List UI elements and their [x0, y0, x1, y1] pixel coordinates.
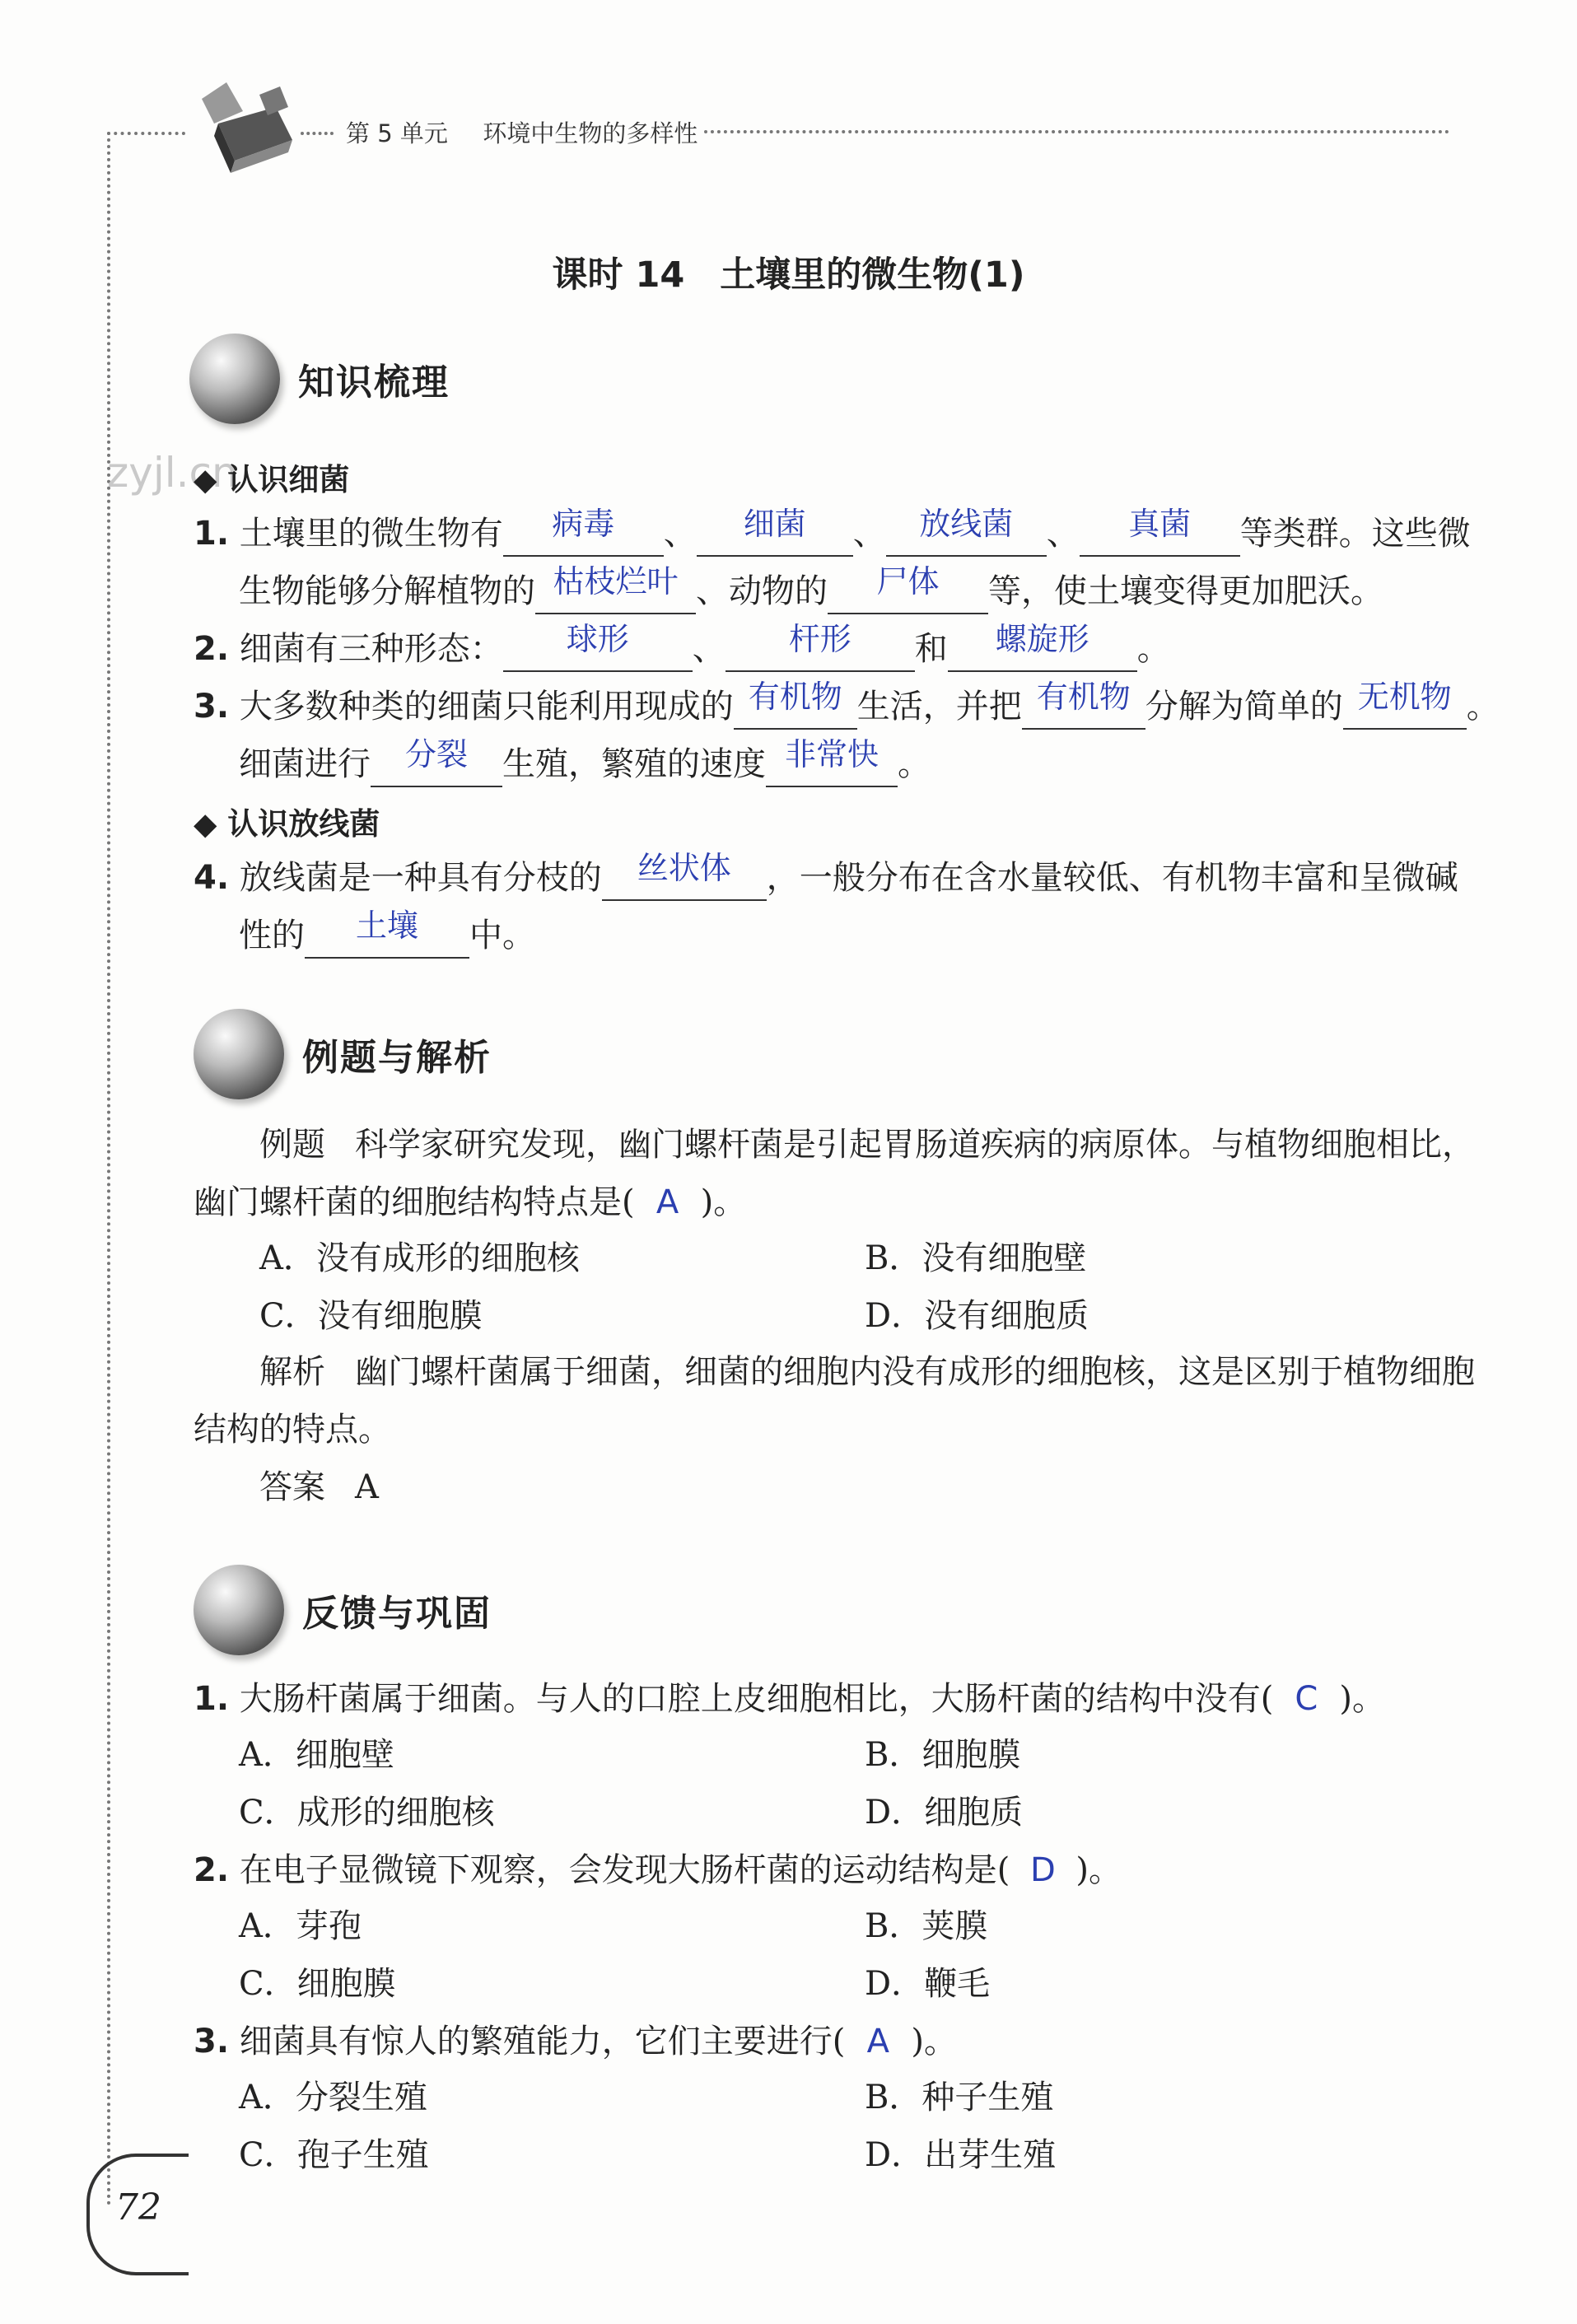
answer-blank	[734, 677, 857, 730]
header-logo-icon	[185, 74, 301, 181]
text: 生物能够分解植物的	[239, 572, 535, 610]
question-number: 3.	[194, 2023, 230, 2060]
analysis-line1	[259, 1349, 1475, 1395]
example-line1	[259, 1122, 1475, 1168]
text: 和	[914, 630, 948, 668]
answer: 尸体	[876, 563, 940, 600]
answer: 非常快	[784, 736, 879, 772]
header-dotted-right	[704, 130, 1449, 133]
text: 、	[692, 630, 726, 668]
question-number: 4.	[194, 859, 230, 897]
answer-blank	[1343, 677, 1467, 730]
answer-blank	[535, 562, 696, 614]
text: 、	[1046, 515, 1080, 553]
text: 细菌具有惊人的繁殖能力，它们主要进行(	[239, 2023, 846, 2060]
knowledge-q1-line1	[194, 504, 1471, 557]
answer-blank	[305, 906, 469, 959]
example-option-b: B．没有细胞壁	[865, 1239, 1087, 1277]
text: 性的	[239, 917, 305, 954]
answer-blank	[726, 619, 915, 672]
text: 分解为简单的	[1145, 688, 1343, 726]
unit-label: 第 5 单元	[346, 119, 448, 147]
feedback-q1-option-c: C．成形的细胞核	[239, 1794, 495, 1832]
answer-blank	[948, 619, 1137, 672]
section-title: 例题与解析	[302, 1037, 492, 1079]
example-option-c: C．没有细胞膜	[259, 1297, 483, 1335]
analysis-line2: 结构的特点。	[194, 1411, 391, 1449]
feedback-q3-option-d: D．出芽生殖	[865, 2136, 1057, 2174]
example-option-d: D．没有细胞质	[865, 1297, 1089, 1335]
answer: 病毒	[552, 506, 615, 542]
header-dotted-mid	[301, 132, 334, 135]
feedback-q2-option-a: A．芽孢	[239, 1907, 362, 1945]
answer: 螺旋形	[995, 621, 1089, 657]
globe-icon	[189, 334, 280, 424]
answer-blank	[602, 848, 767, 901]
answer-blank	[697, 504, 853, 557]
answer: 放线菌	[919, 506, 1014, 542]
answer: C	[1295, 1680, 1318, 1718]
feedback-q3-option-c: C．孢子生殖	[239, 2136, 429, 2174]
text: 幽门螺杆菌的细胞结构特点是(	[194, 1183, 635, 1221]
text: 生活，并把	[856, 688, 1022, 726]
answer-blank	[1022, 677, 1145, 730]
example-line2	[194, 1179, 746, 1225]
answer-blank	[503, 504, 664, 557]
answer: 枯枝烂叶	[553, 563, 679, 600]
feedback-q2-option-c: C．细胞膜	[239, 1965, 396, 2003]
text: 、	[852, 515, 886, 553]
subheading-actinomycetes: ◆ 认识放线菌	[194, 806, 380, 842]
answer-blank	[828, 562, 988, 614]
answer: A	[656, 1183, 679, 1221]
answer: 真菌	[1128, 506, 1192, 542]
feedback-q3	[194, 2018, 957, 2065]
header-dotted-left	[107, 132, 185, 135]
feedback-q3-option-a: A．分裂生殖	[239, 2079, 427, 2116]
text: 大肠杆菌属于细菌。与人的口腔上皮细胞相比，大肠杆菌的结构中没有(	[239, 1680, 1274, 1718]
answer: 土壤	[355, 908, 418, 944]
text: 。	[898, 745, 931, 783]
feedback-section-header	[194, 1565, 492, 1655]
question-number: 3.	[194, 688, 230, 726]
text: 等，使土壤变得更加肥沃。	[988, 572, 1383, 610]
question-number: 2.	[194, 630, 230, 668]
page-left-dotted-border	[107, 132, 110, 2207]
text: )。	[1075, 1851, 1122, 1889]
unit-title: 环境中生物的多样性	[483, 119, 698, 147]
text: 大多数种类的细菌只能利用现成的	[239, 688, 734, 726]
feedback-q2-option-b: B．荚膜	[865, 1907, 988, 1945]
example-label: 例题	[259, 1126, 325, 1164]
section-title: 知识梳理	[298, 362, 450, 404]
answer: 丝状体	[637, 850, 731, 886]
knowledge-q3-line2	[239, 735, 931, 787]
text: 中。	[469, 917, 535, 954]
text: 细菌有三种形态：	[239, 630, 503, 668]
feedback-q1-option-b: B．细胞膜	[865, 1736, 1021, 1774]
knowledge-q1-line2	[239, 562, 1383, 614]
text: 在电子显微镜下观察，会发现大肠杆菌的运动结构是(	[239, 1851, 1010, 1889]
globe-icon	[194, 1009, 284, 1099]
feedback-q3-option-b: B．种子生殖	[865, 2079, 1054, 2116]
globe-icon	[194, 1565, 284, 1655]
feedback-q2	[194, 1847, 1122, 1893]
text: )。	[1339, 1680, 1385, 1718]
analysis-label: 解析	[259, 1353, 325, 1391]
knowledge-q4-line2	[239, 906, 535, 959]
text: 放线菌是一种具有分枝的	[239, 859, 602, 897]
knowledge-section-header	[189, 334, 450, 424]
lesson-title: 课时 14 土壤里的微生物(1)	[552, 254, 1025, 296]
text: 、动物的	[696, 572, 828, 610]
text: )。	[700, 1183, 747, 1221]
answer-line	[259, 1464, 379, 1510]
knowledge-q3-line1	[194, 677, 1500, 730]
text: ，一般分布在含水量较低、有机物丰富和呈微碱	[766, 859, 1458, 897]
answer-label: 答案	[259, 1468, 325, 1506]
answer-value: A	[355, 1468, 379, 1506]
subheading-bacteria: ◆ 认识细菌	[194, 462, 350, 497]
example-section-header	[194, 1009, 492, 1099]
feedback-q2-option-d: D．鞭毛	[865, 1965, 991, 2003]
text: 。	[1136, 630, 1170, 668]
section-title: 反馈与巩固	[302, 1593, 492, 1635]
text: 细菌进行	[239, 745, 371, 783]
text: )。	[911, 2023, 957, 2060]
text: 等类群。这些微	[1239, 515, 1471, 553]
answer: 细菌	[743, 506, 806, 542]
answer: 分裂	[404, 736, 468, 772]
text: 土壤里的微生物有	[239, 515, 503, 553]
answer-blank	[503, 619, 693, 672]
text: 、	[663, 515, 697, 553]
header-unit	[346, 115, 698, 149]
answer: 有机物	[748, 679, 842, 715]
knowledge-q2	[194, 619, 1170, 672]
answer-blank	[1080, 504, 1240, 557]
answer-blank	[766, 735, 898, 787]
example-option-a: A．没有成形的细胞核	[259, 1239, 580, 1277]
answer: 有机物	[1036, 679, 1131, 715]
answer: 球形	[566, 621, 629, 657]
text: 幽门螺杆菌属于细菌，细菌的细胞内没有成形的细胞核，这是区别于植物细胞	[355, 1353, 1475, 1391]
answer: 杆形	[788, 621, 851, 657]
page-number: 72	[115, 2186, 161, 2228]
answer: D	[1029, 1851, 1056, 1889]
answer: 无机物	[1357, 679, 1452, 715]
feedback-q1-option-d: D．细胞质	[865, 1794, 1024, 1832]
question-number: 1.	[194, 515, 230, 553]
watermark: zyjl.cn	[107, 449, 238, 497]
text: 科学家研究发现，幽门螺杆菌是引起胃肠道疾病的病原体。与植物细胞相比，	[355, 1126, 1475, 1164]
feedback-q1	[194, 1676, 1385, 1722]
feedback-q1-option-a: A．细胞壁	[239, 1736, 394, 1774]
answer-blank	[886, 504, 1047, 557]
knowledge-q4-line1	[194, 848, 1458, 901]
question-number: 2.	[194, 1851, 230, 1889]
answer-blank	[371, 735, 502, 787]
text: 生殖，繁殖的速度	[502, 745, 766, 783]
text: 。	[1466, 688, 1500, 726]
question-number: 1.	[194, 1680, 230, 1718]
answer: A	[866, 2023, 890, 2060]
